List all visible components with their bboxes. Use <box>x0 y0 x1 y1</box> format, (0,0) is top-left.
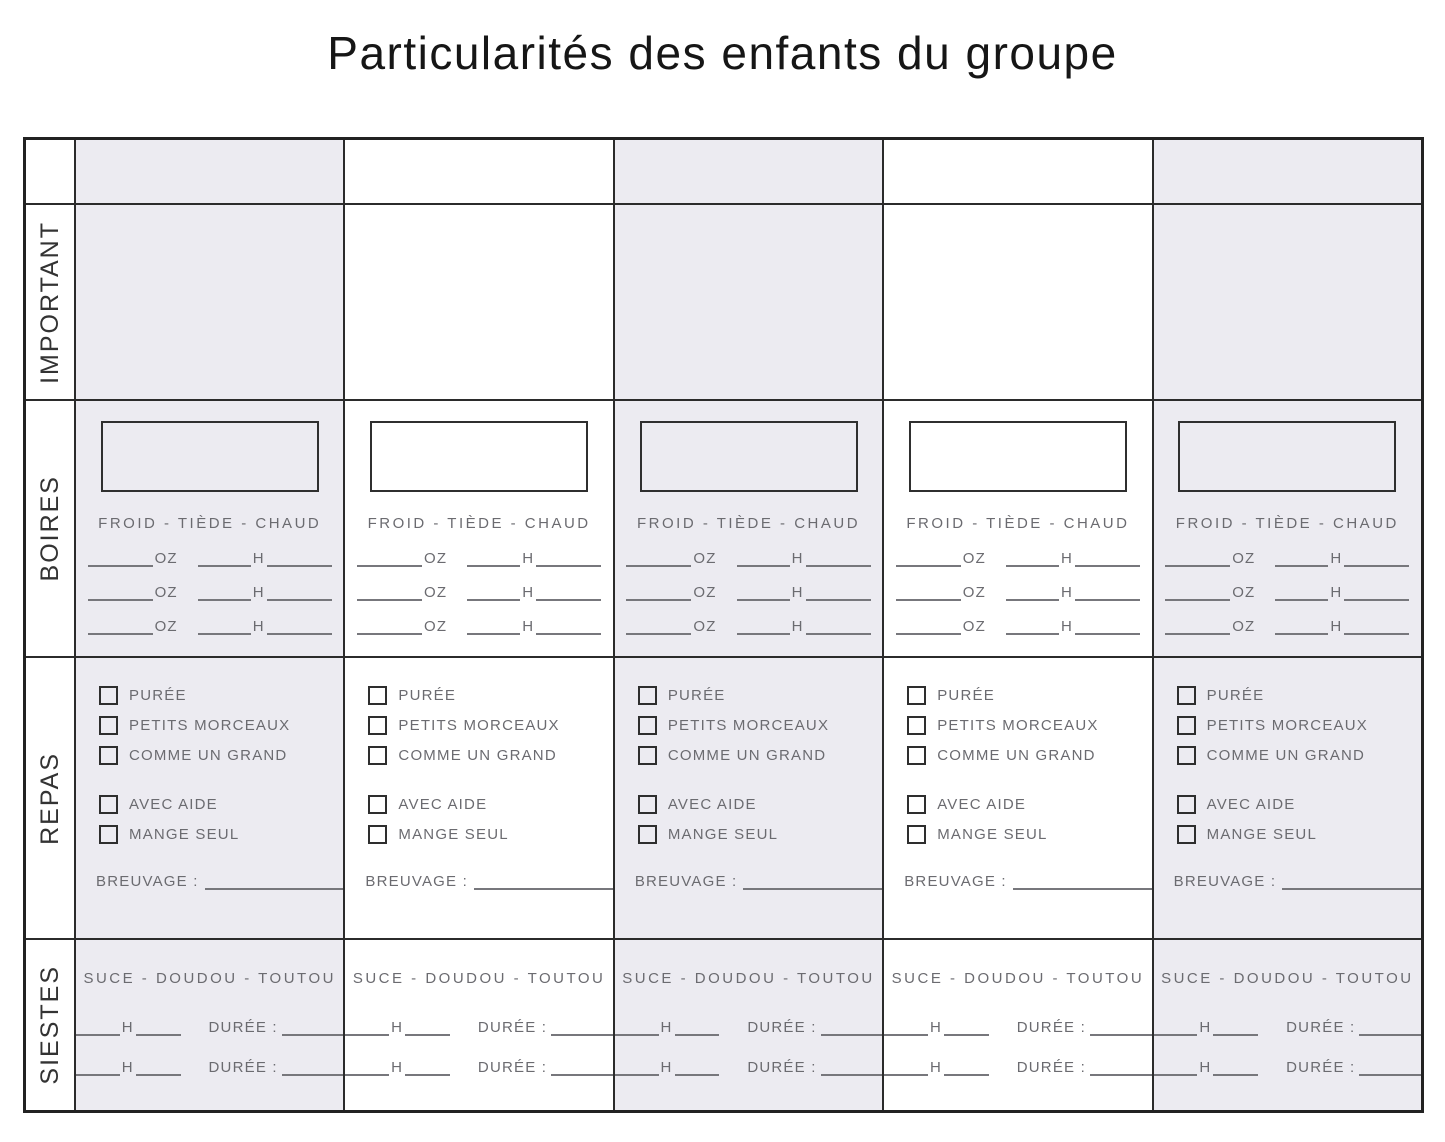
oz-label: OZ <box>962 584 987 601</box>
blank-line-minutes[interactable] <box>1075 550 1140 567</box>
blank-line-hour[interactable] <box>467 584 520 601</box>
checkbox-row-avec-aide <box>345 795 612 814</box>
blank-line-duree[interactable] <box>1359 1059 1421 1076</box>
oz-label: OZ <box>154 584 178 601</box>
important-notes-cell[interactable] <box>345 205 614 399</box>
row-label-text: SIESTES <box>35 965 64 1085</box>
breuvage-row <box>76 873 343 890</box>
checkbox-label: AVEC AIDE <box>1206 796 1296 813</box>
temperature-options: FROID - TIÈDE - CHAUD <box>367 515 591 532</box>
checkbox-row-avec-aide <box>884 795 1151 814</box>
siestes-cell <box>615 940 884 1110</box>
blank-line-hour[interactable] <box>615 1059 659 1076</box>
hour-label: H <box>391 1019 404 1036</box>
blank-line-duree[interactable] <box>282 1059 344 1076</box>
oz-entry-row <box>884 545 1151 567</box>
checkbox-row-mange-seul <box>1154 825 1421 844</box>
nap-entry-row <box>615 1014 882 1036</box>
row-names <box>26 140 1421 205</box>
checkbox[interactable] <box>638 746 657 765</box>
nap-entry-row <box>345 1054 612 1076</box>
repas-cell <box>1154 658 1421 938</box>
repas-cell <box>884 658 1153 938</box>
blank-line-hour[interactable] <box>1154 1059 1198 1076</box>
checkbox-label: PETITS MORCEAUX <box>129 717 291 734</box>
blank-line-oz[interactable] <box>357 584 422 601</box>
comfort-options: SUCE - DOUDOU - TOUTOU <box>622 970 875 987</box>
blank-line-hour[interactable] <box>884 1059 928 1076</box>
hour-label: H <box>391 1059 404 1076</box>
hour-label: H <box>1199 1019 1212 1036</box>
checkbox[interactable] <box>99 825 118 844</box>
checkbox-label: COMME UN GRAND <box>1206 747 1366 764</box>
repas-cell <box>345 658 614 938</box>
child-name-cell[interactable] <box>1154 140 1421 203</box>
checkbox-label: MANGE SEUL <box>129 826 240 843</box>
blank-line-hour[interactable] <box>345 1059 389 1076</box>
checkbox-label: PURÉE <box>1206 687 1265 704</box>
checkbox[interactable] <box>638 795 657 814</box>
blank-line-oz[interactable] <box>626 584 691 601</box>
checkbox-label: PETITS MORCEAUX <box>667 717 830 734</box>
blank-line-hour[interactable] <box>884 1019 928 1036</box>
blank-line-minutes[interactable] <box>1075 618 1140 635</box>
blank-line-minutes[interactable] <box>536 618 601 635</box>
blank-line-minutes[interactable] <box>806 618 871 635</box>
checkbox-label: MANGE SEUL <box>398 826 509 843</box>
checkbox-label: AVEC AIDE <box>129 796 218 813</box>
checkbox[interactable] <box>907 686 926 705</box>
blank-line-duree[interactable] <box>282 1019 344 1036</box>
checkbox-row-puree <box>1154 686 1421 705</box>
row-label-repas <box>26 658 76 938</box>
siestes-cell <box>884 940 1153 1110</box>
hour-label: H <box>121 1059 134 1076</box>
oz-label: OZ <box>1232 584 1256 601</box>
duree-label: DURÉE : <box>1286 1019 1356 1036</box>
blank-line-hour[interactable] <box>467 618 520 635</box>
checkbox-row-puree <box>76 686 343 705</box>
row-label-siestes <box>26 940 76 1110</box>
page-title: Particularités des enfants du groupe <box>327 27 1118 79</box>
checkbox[interactable] <box>907 746 926 765</box>
blank-line-hour[interactable] <box>737 550 790 567</box>
checkbox[interactable] <box>99 716 118 735</box>
hour-label: H <box>929 1059 942 1076</box>
oz-entry-row <box>76 545 343 567</box>
breuvage-label: BREUVAGE : <box>96 873 199 890</box>
checkbox-row-mange-seul <box>615 825 882 844</box>
checkbox-row-mange-seul <box>76 825 343 844</box>
checkbox-row-mange-seul <box>884 825 1151 844</box>
nap-entry-row <box>884 1054 1151 1076</box>
breuvage-label: BREUVAGE : <box>365 873 468 890</box>
oz-entry-row <box>345 579 612 601</box>
hour-label: H <box>791 550 804 567</box>
blank-line-minutes[interactable] <box>1213 1059 1258 1076</box>
breuvage-row <box>345 873 612 890</box>
checkbox-row-mange-seul <box>345 825 612 844</box>
checkbox-label: MANGE SEUL <box>667 826 779 843</box>
blank-line-oz[interactable] <box>1165 584 1230 601</box>
blank-line-hour[interactable] <box>1006 550 1059 567</box>
checkbox[interactable] <box>99 746 118 765</box>
oz-entry-row <box>1154 613 1421 635</box>
blank-line-hour[interactable] <box>198 550 251 567</box>
child-name-cell[interactable] <box>76 140 345 203</box>
checkbox-label: PETITS MORCEAUX <box>1206 717 1368 734</box>
breuvage-label: BREUVAGE : <box>1173 873 1277 890</box>
checkbox-label: PURÉE <box>129 687 187 704</box>
blank-line-hour[interactable] <box>345 1019 389 1036</box>
hour-label: H <box>1330 584 1343 601</box>
comfort-options: SUCE - DOUDOU - TOUTOU <box>83 970 336 987</box>
duree-label: DURÉE : <box>477 1019 548 1036</box>
drink-notes-box[interactable] <box>101 421 319 492</box>
blank-line-hour[interactable] <box>737 618 790 635</box>
siestes-cell <box>345 940 614 1110</box>
drink-notes-box[interactable] <box>909 421 1127 492</box>
blank-line-hour[interactable] <box>76 1059 120 1076</box>
row-boires <box>26 401 1421 658</box>
siestes-cell <box>76 940 345 1110</box>
blank-line-minutes[interactable] <box>1344 618 1409 635</box>
checkbox-row-comme-un-grand <box>1154 746 1421 765</box>
blank-line-minutes[interactable] <box>1075 584 1140 601</box>
checkbox[interactable] <box>638 825 657 844</box>
blank-line-minutes[interactable] <box>806 584 871 601</box>
hour-label: H <box>791 584 804 601</box>
checkbox-label: AVEC AIDE <box>398 796 488 813</box>
duree-label: DURÉE : <box>477 1059 548 1076</box>
boires-cell <box>1154 401 1421 656</box>
blank-line-minutes[interactable] <box>136 1019 181 1036</box>
checkbox[interactable] <box>638 686 657 705</box>
hour-label: H <box>252 618 265 635</box>
blank-line-hour[interactable] <box>76 1019 120 1036</box>
checkbox[interactable] <box>368 716 387 735</box>
particularites-table <box>23 137 1424 1113</box>
hour-label: H <box>1330 550 1343 567</box>
important-notes-cell[interactable] <box>1154 205 1421 399</box>
breuvage-row <box>884 873 1151 890</box>
comfort-options: SUCE - DOUDOU - TOUTOU <box>1161 970 1414 987</box>
important-notes-cell[interactable] <box>615 205 884 399</box>
hour-label: H <box>1199 1059 1212 1076</box>
checkbox-label: PURÉE <box>937 687 995 704</box>
blank-line-minutes[interactable] <box>1213 1019 1258 1036</box>
checkbox-label: PURÉE <box>667 687 726 704</box>
checkbox-row-puree <box>884 686 1151 705</box>
checkbox-row-petits-morceaux <box>884 716 1151 735</box>
blank-line-oz[interactable] <box>626 618 691 635</box>
temperature-options: FROID - TIÈDE - CHAUD <box>906 515 1130 532</box>
blank-line-hour[interactable] <box>198 618 251 635</box>
comfort-options: SUCE - DOUDOU - TOUTOU <box>891 970 1145 987</box>
blank-line-hour[interactable] <box>1275 550 1328 567</box>
checkbox[interactable] <box>99 795 118 814</box>
checkbox-row-petits-morceaux <box>76 716 343 735</box>
hour-label: H <box>252 550 265 567</box>
checkbox-row-comme-un-grand <box>615 746 882 765</box>
blank-line-minutes[interactable] <box>536 584 601 601</box>
duree-label: DURÉE : <box>208 1019 278 1036</box>
blank-line-duree[interactable] <box>1090 1019 1152 1036</box>
hour-label: H <box>660 1019 673 1036</box>
child-name-cell[interactable] <box>884 140 1153 203</box>
boires-cell <box>345 401 614 656</box>
blank-line-oz[interactable] <box>88 618 153 635</box>
duree-label: DURÉE : <box>747 1019 817 1036</box>
row-label-text: REPAS <box>35 751 64 845</box>
blank-line-duree[interactable] <box>1359 1019 1421 1036</box>
hour-label: H <box>1330 618 1343 635</box>
hour-label: H <box>522 618 535 635</box>
blank-line-breuvage[interactable] <box>743 873 882 890</box>
checkbox-row-petits-morceaux <box>1154 716 1421 735</box>
blank-line-oz[interactable] <box>896 550 961 567</box>
checkbox[interactable] <box>907 795 926 814</box>
boires-cell <box>615 401 884 656</box>
checkbox[interactable] <box>368 825 387 844</box>
checkbox[interactable] <box>1177 825 1196 844</box>
repas-cell <box>76 658 345 938</box>
checkbox-label: MANGE SEUL <box>937 826 1048 843</box>
drink-notes-box[interactable] <box>1178 421 1396 492</box>
blank-line-duree[interactable] <box>551 1019 613 1036</box>
oz-entry-row <box>1154 579 1421 601</box>
blank-line-minutes[interactable] <box>1344 550 1409 567</box>
blank-line-oz[interactable] <box>357 618 422 635</box>
checkbox-label: MANGE SEUL <box>1206 826 1317 843</box>
nap-entry-row <box>345 1014 612 1036</box>
blank-line-hour[interactable] <box>737 584 790 601</box>
blank-line-minutes[interactable] <box>675 1059 720 1076</box>
blank-line-minutes[interactable] <box>675 1019 720 1036</box>
checkbox[interactable] <box>638 716 657 735</box>
nap-entry-row <box>884 1014 1151 1036</box>
oz-label: OZ <box>693 618 717 635</box>
temperature-options: FROID - TIÈDE - CHAUD <box>98 515 322 532</box>
blank-line-oz[interactable] <box>896 618 961 635</box>
breuvage-row <box>615 873 882 890</box>
blank-line-breuvage[interactable] <box>1282 873 1421 890</box>
oz-entry-row <box>1154 545 1421 567</box>
oz-label: OZ <box>154 550 178 567</box>
checkbox[interactable] <box>99 686 118 705</box>
row-important <box>26 205 1421 401</box>
blank-line-minutes[interactable] <box>536 550 601 567</box>
checkbox-row-avec-aide <box>615 795 882 814</box>
blank-line-oz[interactable] <box>88 550 153 567</box>
row-repas <box>26 658 1421 940</box>
nap-entry-row <box>76 1014 343 1036</box>
oz-label: OZ <box>962 550 987 567</box>
oz-label: OZ <box>154 618 178 635</box>
boires-cell <box>884 401 1153 656</box>
oz-label: OZ <box>693 584 717 601</box>
checkbox-row-comme-un-grand <box>884 746 1151 765</box>
repas-cell <box>615 658 884 938</box>
checkbox-row-petits-morceaux <box>345 716 612 735</box>
blank-line-hour[interactable] <box>1154 1019 1198 1036</box>
blank-line-breuvage[interactable] <box>1013 873 1152 890</box>
hour-label: H <box>1061 584 1074 601</box>
checkbox[interactable] <box>368 686 387 705</box>
oz-label: OZ <box>962 618 987 635</box>
oz-entry-row <box>884 613 1151 635</box>
row-label-text: BOIRES <box>35 475 64 582</box>
breuvage-row <box>1154 873 1421 890</box>
hour-label: H <box>1061 618 1074 635</box>
blank-line-minutes[interactable] <box>267 618 332 635</box>
comfort-options: SUCE - DOUDOU - TOUTOU <box>352 970 606 987</box>
checkbox-row-avec-aide <box>76 795 343 814</box>
blank-line-hour[interactable] <box>1006 618 1059 635</box>
checkbox[interactable] <box>1177 686 1196 705</box>
checkbox[interactable] <box>368 795 387 814</box>
checkbox-label: PETITS MORCEAUX <box>937 717 1099 734</box>
oz-entry-row <box>76 579 343 601</box>
oz-label: OZ <box>1232 618 1256 635</box>
blank-line-duree[interactable] <box>551 1059 613 1076</box>
checkbox-row-comme-un-grand <box>345 746 612 765</box>
hour-label: H <box>791 618 804 635</box>
nap-entry-row <box>1154 1054 1421 1076</box>
row-label-boires <box>26 401 76 656</box>
hour-label: H <box>1061 550 1074 567</box>
nap-entry-row <box>615 1054 882 1076</box>
blank-line-oz[interactable] <box>896 584 961 601</box>
blank-line-minutes[interactable] <box>806 550 871 567</box>
blank-line-minutes[interactable] <box>944 1059 989 1076</box>
oz-label: OZ <box>693 550 717 567</box>
duree-label: DURÉE : <box>208 1059 278 1076</box>
checkbox-row-comme-un-grand <box>76 746 343 765</box>
nap-entry-row <box>1154 1014 1421 1036</box>
blank-line-hour[interactable] <box>1006 584 1059 601</box>
checkbox[interactable] <box>1177 795 1196 814</box>
duree-label: DURÉE : <box>1016 1059 1086 1076</box>
blank-line-duree[interactable] <box>821 1019 883 1036</box>
oz-entry-row <box>345 545 612 567</box>
blank-line-hour[interactable] <box>1275 584 1328 601</box>
hour-label: H <box>522 550 535 567</box>
checkbox-row-puree <box>615 686 882 705</box>
oz-entry-row <box>615 545 882 567</box>
nap-entry-row <box>76 1054 343 1076</box>
checkbox-label: COMME UN GRAND <box>398 747 557 764</box>
checkbox-label: AVEC AIDE <box>667 796 757 813</box>
temperature-options: FROID - TIÈDE - CHAUD <box>1175 515 1399 532</box>
oz-label: OZ <box>423 618 448 635</box>
drink-notes-box[interactable] <box>370 421 588 492</box>
blank-line-hour[interactable] <box>467 550 520 567</box>
child-name-cell[interactable] <box>345 140 614 203</box>
hour-label: H <box>522 584 535 601</box>
checkbox[interactable] <box>1177 716 1196 735</box>
blank-line-duree[interactable] <box>1090 1059 1152 1076</box>
blank-line-hour[interactable] <box>198 584 251 601</box>
blank-line-hour[interactable] <box>1275 618 1328 635</box>
oz-entry-row <box>345 613 612 635</box>
breuvage-label: BREUVAGE : <box>634 873 738 890</box>
duree-label: DURÉE : <box>1286 1059 1356 1076</box>
oz-label: OZ <box>423 584 448 601</box>
breuvage-label: BREUVAGE : <box>904 873 1007 890</box>
oz-entry-row <box>76 613 343 635</box>
hour-label: H <box>252 584 265 601</box>
checkbox-label: COMME UN GRAND <box>667 747 827 764</box>
oz-entry-row <box>884 579 1151 601</box>
blank-line-minutes[interactable] <box>405 1059 450 1076</box>
oz-label: OZ <box>1232 550 1256 567</box>
blank-line-hour[interactable] <box>615 1019 659 1036</box>
row-label-text: IMPORTANT <box>35 220 64 384</box>
duree-label: DURÉE : <box>1016 1019 1086 1036</box>
blank-line-oz[interactable] <box>88 584 153 601</box>
corner-cell <box>26 140 76 203</box>
duree-label: DURÉE : <box>747 1059 817 1076</box>
blank-line-minutes[interactable] <box>267 550 332 567</box>
blank-line-oz[interactable] <box>357 550 422 567</box>
blank-line-minutes[interactable] <box>136 1059 181 1076</box>
checkbox[interactable] <box>368 746 387 765</box>
hour-label: H <box>121 1019 134 1036</box>
blank-line-oz[interactable] <box>1165 618 1230 635</box>
blank-line-duree[interactable] <box>821 1059 883 1076</box>
checkbox[interactable] <box>907 716 926 735</box>
row-label-important <box>26 205 76 399</box>
blank-line-breuvage[interactable] <box>474 873 613 890</box>
drink-notes-box[interactable] <box>640 421 858 492</box>
blank-line-oz[interactable] <box>626 550 691 567</box>
checkbox-label: PETITS MORCEAUX <box>398 717 560 734</box>
checkbox[interactable] <box>1177 746 1196 765</box>
important-notes-cell[interactable] <box>884 205 1153 399</box>
blank-line-minutes[interactable] <box>267 584 332 601</box>
boires-cell <box>76 401 345 656</box>
checkbox-row-petits-morceaux <box>615 716 882 735</box>
blank-line-minutes[interactable] <box>944 1019 989 1036</box>
checkbox-row-puree <box>345 686 612 705</box>
blank-line-minutes[interactable] <box>405 1019 450 1036</box>
oz-entry-row <box>615 579 882 601</box>
row-siestes <box>26 940 1421 1110</box>
hour-label: H <box>929 1019 942 1036</box>
checkbox-label: COMME UN GRAND <box>129 747 288 764</box>
blank-line-minutes[interactable] <box>1344 584 1409 601</box>
checkbox[interactable] <box>907 825 926 844</box>
temperature-options: FROID - TIÈDE - CHAUD <box>636 515 861 532</box>
checkbox-label: PURÉE <box>398 687 457 704</box>
child-name-cell[interactable] <box>615 140 884 203</box>
oz-label: OZ <box>423 550 448 567</box>
checkbox-label: COMME UN GRAND <box>937 747 1096 764</box>
important-notes-cell[interactable] <box>76 205 345 399</box>
blank-line-oz[interactable] <box>1165 550 1230 567</box>
checkbox-row-avec-aide <box>1154 795 1421 814</box>
checkbox-label: AVEC AIDE <box>937 796 1027 813</box>
oz-entry-row <box>615 613 882 635</box>
blank-line-breuvage[interactable] <box>205 873 344 890</box>
siestes-cell <box>1154 940 1421 1110</box>
hour-label: H <box>660 1059 673 1076</box>
